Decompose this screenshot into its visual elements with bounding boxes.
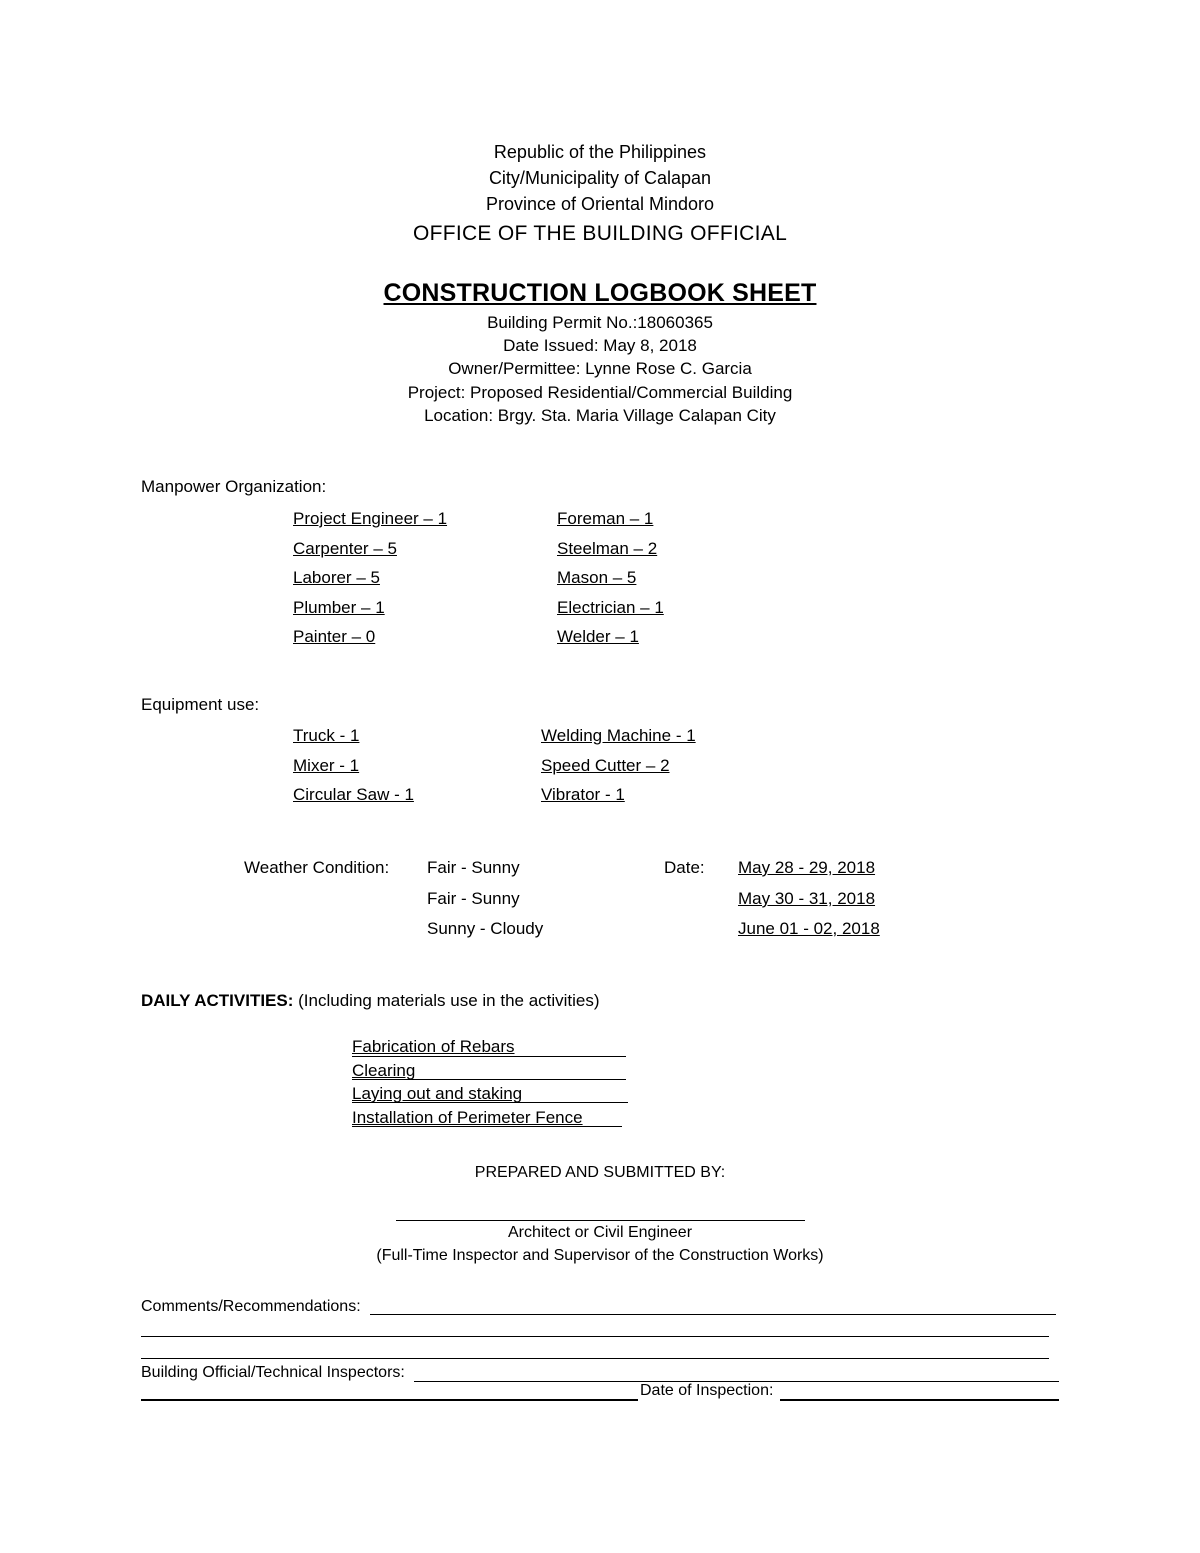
date-issued: Date Issued: May 8, 2018 bbox=[503, 336, 697, 355]
activity-line bbox=[352, 1126, 622, 1127]
daily-activities-label: DAILY ACTIVITIES: bbox=[141, 991, 294, 1010]
inspector-signature-line bbox=[141, 1399, 638, 1401]
project-name: Project: Proposed Residential/Commercial Building bbox=[407, 383, 793, 402]
manpower-item: Laborer – 5 bbox=[293, 568, 380, 587]
weather-condition: Fair - Sunny bbox=[427, 858, 520, 877]
building-official-label: Building Official/Technical Inspectors: bbox=[141, 1364, 405, 1381]
project-location: Location: Brgy. Sta. Maria Village Calapan City bbox=[424, 406, 776, 425]
activity-item: Laying out and staking bbox=[352, 1084, 523, 1103]
weather-label: Weather Condition: bbox=[244, 858, 390, 877]
manpower-item: Foreman – 1 bbox=[557, 509, 654, 528]
office-title: OFFICE OF THE BUILDING OFFICIAL bbox=[412, 222, 788, 245]
signatory-role: Architect or Civil Engineer bbox=[507, 1224, 693, 1241]
daily-activities-heading bbox=[141, 991, 600, 1011]
comments-line bbox=[370, 1314, 1056, 1315]
activity-item: Fabrication of Rebars bbox=[352, 1037, 515, 1056]
activity-line bbox=[352, 1056, 626, 1057]
signature-line bbox=[396, 1220, 805, 1221]
comments-line bbox=[141, 1336, 1049, 1337]
weather-condition: Fair - Sunny bbox=[427, 889, 520, 908]
daily-activities-note: (Including materials use in the activities) bbox=[298, 991, 600, 1010]
equipment-item: Mixer - 1 bbox=[293, 756, 360, 775]
weather-date: May 28 - 29, 2018 bbox=[738, 858, 876, 877]
date-label: Date: bbox=[664, 858, 705, 877]
manpower-item: Mason – 5 bbox=[557, 568, 637, 587]
equipment-item: Welding Machine - 1 bbox=[541, 726, 696, 745]
manpower-item: Painter – 0 bbox=[293, 627, 376, 646]
activity-line bbox=[352, 1079, 626, 1080]
manpower-item: Steelman – 2 bbox=[557, 539, 658, 558]
manpower-item: Electrician – 1 bbox=[557, 598, 664, 617]
manpower-item: Project Engineer – 1 bbox=[293, 509, 448, 528]
activity-line bbox=[352, 1102, 628, 1103]
weather-condition: Sunny - Cloudy bbox=[427, 919, 544, 938]
owner-permittee: Owner/Permittee: Lynne Rose C. Garcia bbox=[448, 359, 752, 378]
header-province: Province of Oriental Mindoro bbox=[485, 194, 715, 214]
manpower-item: Welder – 1 bbox=[557, 627, 639, 646]
prepared-by-label: PREPARED AND SUBMITTED BY: bbox=[474, 1164, 726, 1181]
manpower-item: Carpenter – 5 bbox=[293, 539, 397, 558]
header-republic: Republic of the Philippines bbox=[493, 142, 707, 162]
header-municipality: City/Municipality of Calapan bbox=[488, 168, 712, 188]
date-of-inspection-line bbox=[780, 1399, 1059, 1401]
document-title: CONSTRUCTION LOGBOOK SHEET bbox=[383, 279, 817, 307]
activity-item: Clearing bbox=[352, 1061, 416, 1080]
comments-label: Comments/Recommendations: bbox=[141, 1298, 361, 1315]
weather-date: June 01 - 02, 2018 bbox=[738, 919, 880, 938]
manpower-label: Manpower Organization: bbox=[141, 477, 327, 496]
comments-line bbox=[141, 1358, 1049, 1359]
signatory-role-note: (Full-Time Inspector and Supervisor of the Construction Works) bbox=[376, 1247, 824, 1264]
activity-item: Installation of Perimeter Fence bbox=[352, 1108, 583, 1127]
manpower-item: Plumber – 1 bbox=[293, 598, 385, 617]
equipment-item: Truck - 1 bbox=[293, 726, 360, 745]
equipment-item: Vibrator - 1 bbox=[541, 785, 625, 804]
equipment-item: Speed Cutter – 2 bbox=[541, 756, 670, 775]
equipment-item: Circular Saw - 1 bbox=[293, 785, 414, 804]
equipment-label: Equipment use: bbox=[141, 695, 260, 714]
date-of-inspection-label: Date of Inspection: bbox=[640, 1382, 774, 1399]
permit-number: Building Permit No.:18060365 bbox=[487, 313, 713, 332]
weather-date: May 30 - 31, 2018 bbox=[738, 889, 876, 908]
